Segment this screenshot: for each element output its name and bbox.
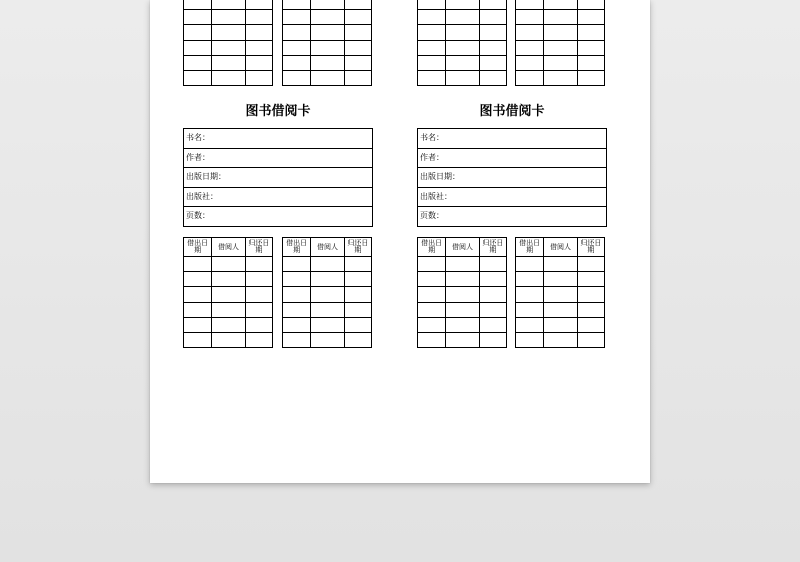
table-row [418, 302, 507, 317]
field-pages: 页数： [418, 207, 607, 227]
table-row [283, 0, 372, 10]
table-row [283, 302, 372, 317]
field-publisher: 出版社： [418, 187, 607, 207]
table-row [184, 257, 273, 272]
table-row [184, 302, 273, 317]
log-table-top-left-b [282, 0, 372, 86]
table-header-row [283, 238, 372, 257]
field-pages: 页数： [184, 207, 373, 227]
table-row [516, 55, 605, 70]
table-row [516, 0, 605, 10]
table-row [418, 287, 507, 302]
table-row [516, 317, 605, 332]
table-row [184, 168, 373, 188]
table-row [516, 332, 605, 347]
table-row [283, 257, 372, 272]
table-row [184, 55, 273, 70]
table-row [283, 40, 372, 55]
field-publisher: 出版社： [184, 187, 373, 207]
table-row [418, 55, 507, 70]
table-row [184, 25, 273, 40]
log-table-top-right-a [417, 0, 507, 86]
field-publish-date: 出版日期： [184, 168, 373, 188]
table-row [184, 317, 273, 332]
table-row [283, 10, 372, 25]
table-row [184, 129, 373, 149]
table-row [184, 207, 373, 227]
table-row [418, 129, 607, 149]
table-row [418, 332, 507, 347]
header-borrow-date: 借出日期 [283, 238, 311, 257]
table-row [418, 317, 507, 332]
table-row [184, 40, 273, 55]
table-row [516, 10, 605, 25]
borrow-log-left-b [282, 237, 372, 348]
book-info-table [417, 128, 607, 227]
table-header-row [516, 238, 605, 257]
table-row [418, 148, 607, 168]
table-row [283, 317, 372, 332]
header-borrow-date: 借出日期 [516, 238, 544, 257]
table-header-row [184, 238, 273, 257]
field-publish-date: 出版日期： [418, 168, 607, 188]
table-row [283, 272, 372, 287]
table-row [516, 40, 605, 55]
table-row [283, 287, 372, 302]
header-borrow-date: 借出日期 [184, 238, 212, 257]
log-table-top-left-a [183, 0, 273, 86]
table-row [418, 168, 607, 188]
table-row [184, 332, 273, 347]
card-title: 图书借阅卡 [245, 104, 311, 119]
document-page [150, 0, 650, 483]
field-book-name: 书名： [418, 129, 607, 149]
table-row [418, 187, 607, 207]
table-row [418, 70, 507, 85]
table-row [516, 302, 605, 317]
table-row [516, 25, 605, 40]
header-borrow-date: 借出日期 [418, 238, 446, 257]
table-row [184, 287, 273, 302]
table-row [418, 25, 507, 40]
table-row [418, 272, 507, 287]
borrow-log-right-a [417, 237, 507, 348]
field-book-name: 书名： [184, 129, 373, 149]
table-row [184, 187, 373, 207]
field-author: 作者： [418, 148, 607, 168]
table-row [418, 207, 607, 227]
table-row [184, 272, 273, 287]
header-return-date: 归还日期 [344, 238, 371, 257]
table-row [283, 70, 372, 85]
table-row [418, 10, 507, 25]
table-row [516, 70, 605, 85]
field-author: 作者： [184, 148, 373, 168]
table-row [516, 272, 605, 287]
header-borrower: 借阅人 [311, 238, 344, 257]
table-row [516, 257, 605, 272]
header-borrower: 借阅人 [212, 238, 245, 257]
table-header-row [418, 238, 507, 257]
book-info-table [183, 128, 373, 227]
table-row [184, 10, 273, 25]
table-row [283, 55, 372, 70]
header-borrower: 借阅人 [446, 238, 479, 257]
borrow-log-right-b [515, 237, 605, 348]
table-row [184, 70, 273, 85]
header-borrower: 借阅人 [544, 238, 577, 257]
library-card-right [417, 104, 607, 227]
table-row [516, 287, 605, 302]
library-card-left [183, 104, 373, 227]
header-return-date: 归还日期 [245, 238, 272, 257]
table-row [418, 40, 507, 55]
header-return-date: 归还日期 [479, 238, 506, 257]
table-row [184, 0, 273, 10]
table-row [283, 332, 372, 347]
header-return-date: 归还日期 [577, 238, 604, 257]
table-row [418, 0, 507, 10]
table-row [283, 25, 372, 40]
log-table-top-right-b [515, 0, 605, 86]
table-row [418, 257, 507, 272]
borrow-log-left-a [183, 237, 273, 348]
table-row [184, 148, 373, 168]
card-title: 图书借阅卡 [479, 104, 545, 119]
